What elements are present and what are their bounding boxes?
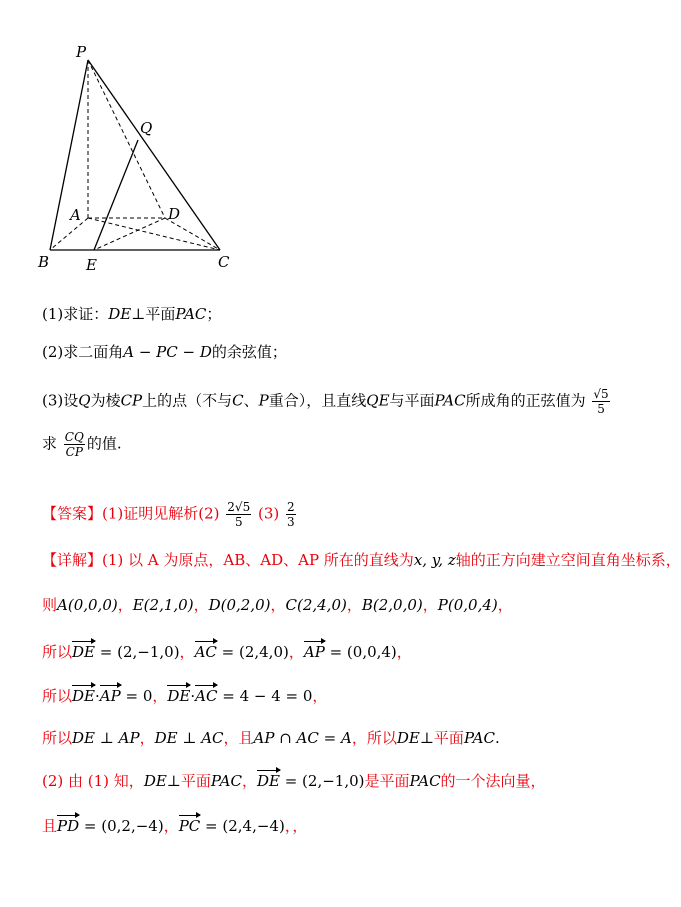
detail-line-6: (2) 由 (1) 知，DE⊥平面PAC，DE = (2,−1,0)是平面PAC的一个法向量， <box>42 772 546 790</box>
detail-line-5: 所以DE ⊥ AP，DE ⊥ AC，且AP ∩ AC = A，所以DE⊥平面PAC. <box>42 729 500 747</box>
edge-AC <box>88 218 220 250</box>
pyramid-figure <box>30 35 250 275</box>
detail-line-4: 所以DE·AP = 0，DE·AC = 4 − 4 = 0， <box>42 687 328 705</box>
sine-fraction: $\frac{√5}{5}$ <box>593 387 609 416</box>
question-1: (1)求证：DE⊥平面PAC； <box>42 305 222 323</box>
detail-line-2: 则A(0,0,0)，E(2,1,0)，D(0,2,0)，C(2,4,0)，B(2,0,0)，P(0,0,4)， <box>42 596 513 614</box>
question-3-line-1: (3)设Q为棱CP上的点（不与C、P重合），且直线QE与平面PAC所成角的正弦值为 $\frac{√5}{5}$ <box>42 387 609 416</box>
edge-PB <box>50 60 88 250</box>
answer-3-fraction: $\frac{2}{3}$ <box>287 500 295 529</box>
label-C: C <box>218 253 230 271</box>
label-D: D <box>168 205 181 223</box>
question-2: (2)求二面角A − PC − D的余弦值； <box>42 343 287 361</box>
edge-PD <box>88 60 165 218</box>
label-B: B <box>38 253 50 271</box>
label-P: P <box>76 43 87 61</box>
label-E: E <box>86 256 97 274</box>
edge-PC <box>88 60 220 250</box>
answer-line: 【答案】(1)证明见解析(2) $\frac{2√5}{5}$ (3) $\frac{2}{3}$ <box>42 500 295 529</box>
question-3-line-2: 求 $\frac{CQ}{CP}$ 的值. <box>42 430 122 459</box>
detail-line-3: 所以DE = (2,−1,0)，AC = (2,4,0)，AP = (0,0,4)， <box>42 643 412 661</box>
detail-line-7: 且PD = (0,2,−4)，PC = (2,4,−4)，， <box>42 817 308 835</box>
label-A: A <box>70 206 81 224</box>
answer-2-fraction: $\frac{2√5}{5}$ <box>227 500 251 529</box>
label-Q: Q <box>140 119 153 137</box>
detail-line-1: 【详解】(1) 以 A 为原点，AB、AD、AP 所在的直线为x, y, z轴的正方向建立空间直角坐标系， <box>42 551 681 569</box>
ratio-fraction: $\frac{CQ}{CP}$ <box>64 430 84 459</box>
pyramid-diagram <box>30 35 250 275</box>
